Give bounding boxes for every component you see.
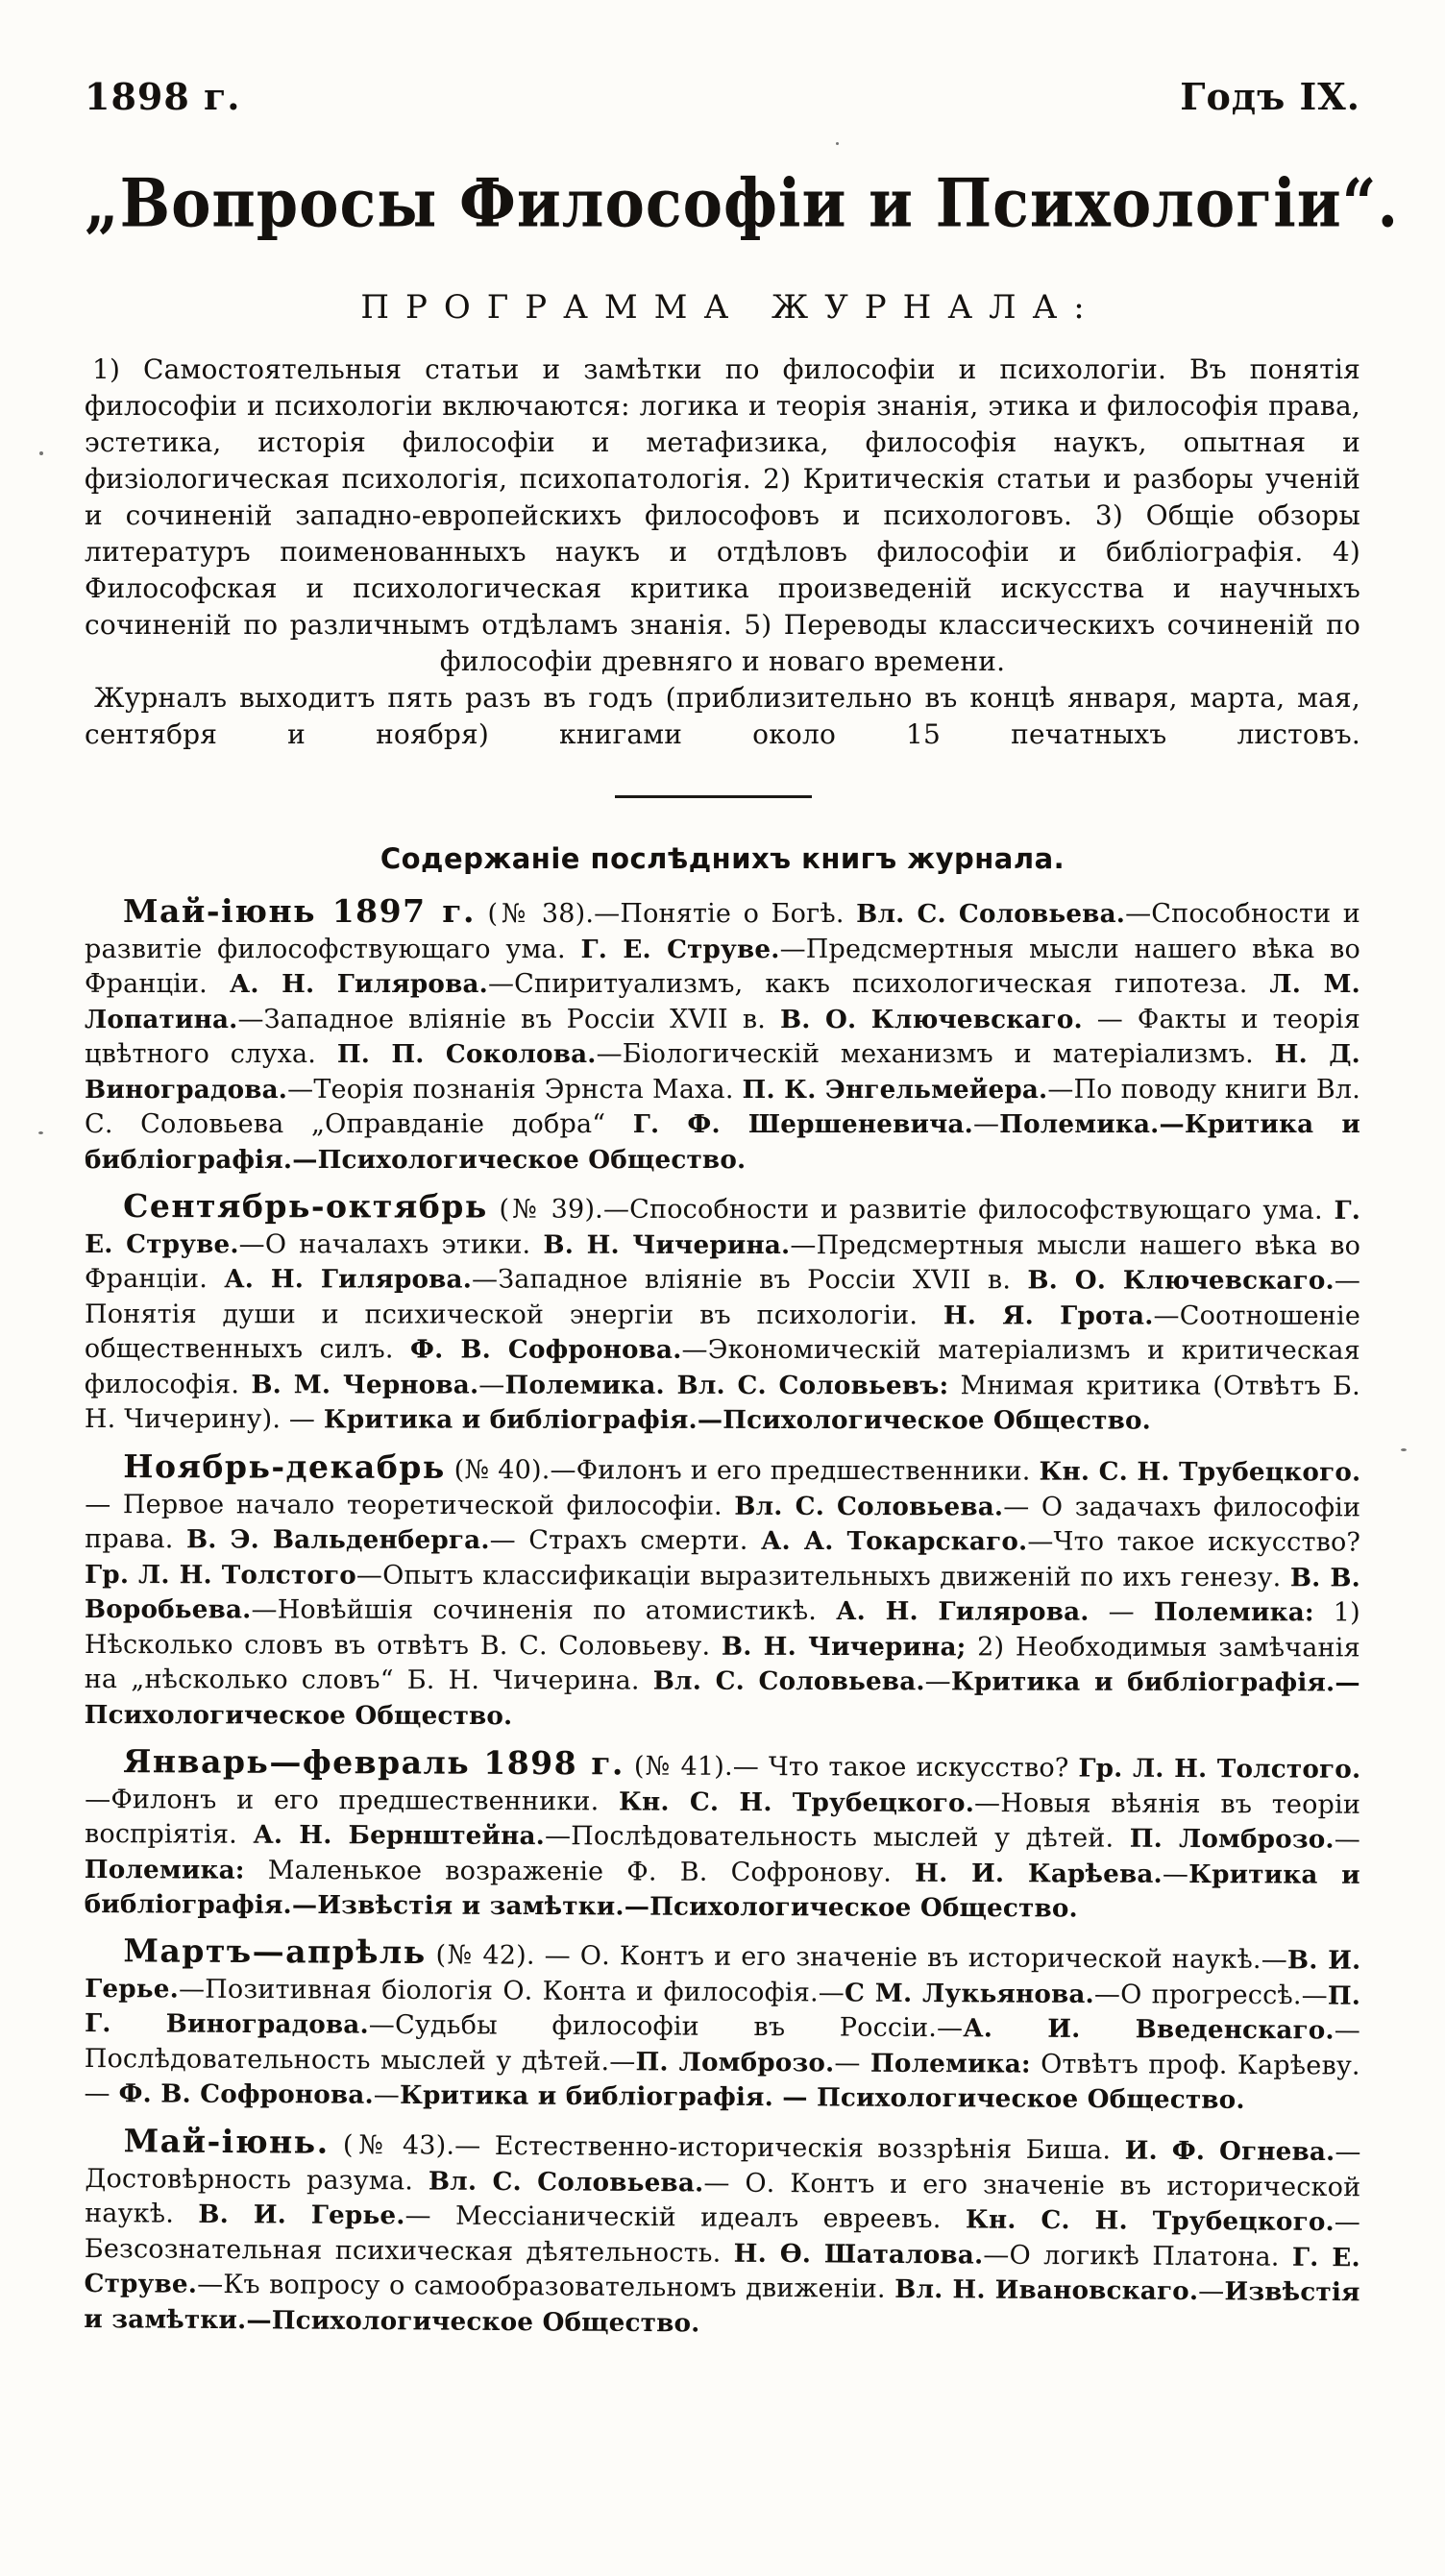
author-name: Н. Д. Виноградова. [85, 1039, 1360, 1105]
author-name: И. Ф. Огнева. [1124, 2135, 1335, 2167]
author-name: Г. Е. Струве. [85, 1195, 1361, 1259]
author-name: Полемика: [869, 2048, 1031, 2079]
entry-text: (№ 38).—Понятіе о Богѣ. [475, 899, 857, 929]
entry-text: — Безсознательная психическая дѣятельность. [84, 2206, 1361, 2268]
issue-entry [85, 1189, 1360, 1439]
program-schedule: Журналъ выходитъ пять разъ въ годъ (приблизительно въ концѣ января, марта, мая, сентября и ноября) книгами около 15 печатныхъ листовъ. [85, 682, 1360, 750]
program-heading: ПРОГРАММА ЖУРНАЛА: [360, 288, 1101, 327]
author-name: Полемика: [84, 1853, 245, 1884]
author-name: А. Н. Гилярова. [224, 1264, 473, 1295]
entry-text: —Экономическій матеріализмъ и критическая философія. [84, 1334, 1360, 1399]
author-name: Критика и библіографія. — Психологическое Общество. [399, 2079, 1245, 2115]
author-name: Н. И. Карѣева. [915, 1857, 1163, 1888]
entry-text: —Понятія души и психической энергіи въ психологіи. [84, 1265, 1361, 1330]
entry-text: —Западное вліяніе въ Россіи XVII в. [472, 1264, 1028, 1296]
issue-entry [84, 2121, 1361, 2345]
author-name: Вл. С. Соловьева. [856, 899, 1126, 929]
author-name: С М. Лукьянова. [844, 1978, 1095, 2009]
entry-text: —Позитивная біологія О. Конта и философія.— [178, 1974, 845, 2008]
author-name: Г. Е. Струве. [580, 934, 780, 964]
entry-text: —Спиритуализмъ, какъ психологическая гипотеза. [487, 969, 1270, 999]
scan-speck [836, 142, 839, 145]
entry-text: — Первое начало теоретической философіи. [85, 1489, 735, 1520]
volume-label: Годъ IX. [1180, 75, 1360, 118]
entry-text: (№ 40).—Филонъ и его предшественники. [445, 1454, 1040, 1487]
entry-text: —Предсмертныя мысли нашего вѣка во Франціи. [85, 934, 1360, 999]
issue-entry [84, 1446, 1361, 1736]
entry-text: Маленькое возраженіе Ф. В. Софронову. [244, 1854, 916, 1887]
issue-label: Май-іюнь 1897 г. [123, 892, 476, 930]
entry-text: —О началахъ этики. [238, 1228, 544, 1260]
entry-text: —Новыя вѣянія въ теоріи воспріятія. [84, 1787, 1361, 1850]
entry-text: — [373, 2079, 401, 2110]
author-name: Г. Е. Струве. [84, 2241, 1360, 2299]
author-name: В. О. Ключевскаго. [1027, 1265, 1335, 1296]
entry-text: — Страхъ смерти. [489, 1524, 762, 1556]
year-label: 1898 г. [85, 75, 241, 118]
issue-entry [84, 1741, 1361, 1928]
scan-speck [39, 451, 43, 455]
author-name: Критика и библіографія.—Психологическое Общество. [323, 1404, 1151, 1436]
entry-text: (№ 41).— Что такое искусство? [624, 1750, 1079, 1784]
entry-text: Мнимая критика (Отвѣтъ Б. Н. Чичерину). — [84, 1370, 1360, 1435]
author-name: Вл. С. Соловьева. [428, 2165, 704, 2198]
entry-text: — [924, 1665, 951, 1696]
author-name: Ф. В. Софронова. [410, 1334, 682, 1365]
entry-text: —О логикѣ Платона. [983, 2239, 1293, 2272]
entry-text: —Способности и развитіе философствующаго ума. [85, 899, 1360, 964]
author-name: А. Н. Гилярова. [229, 969, 488, 999]
author-name: В. Н. Чичерина; [721, 1630, 967, 1662]
author-name: В. Э. Вальденберга. [185, 1523, 490, 1555]
issues-list [85, 894, 1360, 2337]
entry-text: —Судьбы философіи въ Россіи.— [368, 2009, 964, 2044]
author-name: Гр. Л. Н. Толстого. [1078, 1753, 1361, 1785]
author-name: В. И. Герье. [198, 2199, 405, 2230]
author-name: Полемика.—Критика и библіографія.—Психологическое Общество. [85, 1109, 1360, 1175]
author-name: Вл. Н. Ивановскаго. [894, 2273, 1199, 2306]
entry-text: — О. Контъ и его значеніе въ исторической наукѣ. [85, 2167, 1361, 2229]
author-name: Вл. С. Соловьева. [734, 1490, 1004, 1521]
entry-text: — [972, 1109, 1000, 1139]
author-name: Ф. В. Софронова. [118, 2078, 374, 2110]
author-name: В. И. Герье. [85, 1945, 1361, 2005]
entry-text: —По поводу книги Вл. С. Соловьева „Оправданіе добра“ [85, 1074, 1360, 1139]
entry-text: — Факты и теорія цвѣтного слуха. [85, 1004, 1360, 1069]
author-name: Кн. С. Н. Трубецкого. [618, 1786, 975, 1818]
author-name: В. В. Воробьева. [84, 1562, 1361, 1624]
author-name: Гр. Л. Н. Толстого [85, 1559, 356, 1590]
entry-text: —Теорія познанія Эрнста Маха. [287, 1074, 743, 1105]
author-name: Полемика: [1153, 1596, 1314, 1627]
entry-text: —Предсмертныя мысли нашего вѣка во Франціи. [85, 1229, 1361, 1295]
contents-heading: Содержаніе послѣднихъ книгъ журнала. [380, 842, 1065, 875]
entry-text: — [1334, 1824, 1361, 1855]
entry-text: —Западное вліяніе въ Россіи XVII в. [237, 1004, 780, 1034]
entry-text: — Мессіаническій идеалъ евреевъ. [404, 2199, 967, 2234]
masthead-row [85, 75, 1360, 118]
issue-label: Мартъ—апрѣль [123, 1932, 427, 1972]
author-name: Кн. С. Н. Трубецкого. [965, 2203, 1335, 2237]
entry-text: Отвѣтъ проф. Карѣеву.— [84, 2049, 1360, 2109]
author-name: Критика и библіографія.—Извѣстія и замѣтки.—Психологическое Общество. [84, 1859, 1360, 1924]
entry-text: (№ 39).—Способности и развитіе философствующаго ума. [487, 1194, 1335, 1226]
entry-text: —Къ вопросу о самообразовательномъ движеніи. [197, 2269, 895, 2304]
author-name: Вл. С. Соловьева. [652, 1665, 925, 1696]
entry-text: —Соотношеніе общественныхъ силъ. [84, 1300, 1361, 1365]
entry-text: (№ 43).— Естественно-историческія воззрѣнія Биша. [329, 2129, 1125, 2166]
author-name: А. А. Токарскаго. [760, 1525, 1028, 1557]
author-name: Кн. С. Н. Трубецкого. [1039, 1456, 1361, 1487]
author-name: Н. Ѳ. Шаталова. [733, 2237, 984, 2270]
issue-label: Сентябрь-октябрь [123, 1187, 488, 1226]
entry-text: —Біологическій механизмъ и матеріализмъ. [596, 1039, 1275, 1069]
entry-text: (№ 42). — О. Контъ и его значеніе въ исторической наукѣ.— [426, 1940, 1288, 1976]
author-name: Л. М. Лопатина. [85, 969, 1360, 1034]
author-name: Полемика. Вл. С. Соловьевъ: [504, 1370, 949, 1400]
entry-text: —Достовѣрность разума. [85, 2136, 1361, 2196]
entry-text: 2) Необходимыя замѣчанія на „нѣсколько словъ“ Б. Н. Чичерина. [84, 1631, 1360, 1696]
entry-text: — [478, 1370, 505, 1400]
author-name: В. Н. Чичерина. [543, 1229, 791, 1260]
issue-label: Ноябрь-декабрь [123, 1446, 446, 1486]
author-name: Г. Ф. Шершеневича. [632, 1109, 973, 1139]
author-name: А. И. Введенскаго. [963, 2013, 1335, 2046]
entry-text: — [1198, 2275, 1225, 2306]
entry-text: —Что такое искусство? [1027, 1526, 1361, 1557]
entry-text: —Опытъ классификаціи выразительныхъ движеній по ихъ генезу. [355, 1559, 1290, 1592]
issue-entry [85, 894, 1360, 1178]
author-name: А. Н. Бернштейна. [253, 1819, 546, 1851]
author-name: П. Г. Виноградова. [84, 1980, 1361, 2040]
author-name: П. Ломброзо. [1129, 1823, 1335, 1855]
entry-text: — [834, 2047, 871, 2078]
author-name: П. К. Энгельмейера. [742, 1074, 1048, 1105]
journal-title: „Вопросы Философіи и Психологіи“. [85, 163, 1400, 243]
author-name: П. Ломброзо. [635, 2046, 835, 2078]
author-name: В. М. Чернова. [251, 1369, 479, 1400]
issue-entry [84, 1933, 1360, 2119]
issue-label: Январь—февраль 1898 г. [123, 1741, 625, 1782]
author-name: А. Н. Гилярова. [836, 1595, 1090, 1627]
entry-text: —Новѣйшія сочиненія по атомистикѣ. [251, 1593, 837, 1626]
entry-text: — [1089, 1596, 1154, 1627]
program-body: 1) Самостоятельныя статьи и замѣтки по философіи и психологіи. Въ понятія философіи и психологіи включаются: логика и теорія знанія, этика и философія права, эстетика, исторія философіи и метафизика, философія наукъ, опытная и физіологическая психологія, психопатологія. 2) Критическія статьи и разборы ученій и сочиненій западно-европейскихъ философовъ и психологовъ. 3) Общіе обзоры литературъ поименованныхъ наукъ и отдѣловъ философіи и библіографія. 4) Философская и психологическая критика произведеній искусства и научныхъ сочиненій по различнымъ отдѣламъ знанія. 5) Переводы классическихъ сочиненій по философіи древняго и новаго времени. [85, 353, 1360, 677]
author-name: Н. Я. Грота. [943, 1300, 1154, 1331]
entry-text: —Филонъ и его предшественники. [85, 1784, 620, 1816]
entry-text: 1) Нѣсколько словъ въ отвѣтъ В. С. Соловьеву. [84, 1596, 1360, 1661]
section-divider [615, 795, 812, 798]
author-name: Критика и библіографія.—Психологическое Общество. [84, 1665, 1360, 1731]
entry-text: — О задачахъ философіи права. [85, 1491, 1361, 1554]
scan-speck [1401, 1448, 1407, 1451]
issue-label: Май-іюнь. [123, 2121, 330, 2161]
entry-text: — [1162, 1858, 1189, 1889]
author-name: П. П. Соколова. [336, 1039, 597, 1069]
author-name: В. О. Ключевскаго. [779, 1004, 1083, 1034]
entry-text: — Послѣдовательность мыслей у дѣтей.— [84, 2015, 1361, 2077]
entry-text: —Послѣдовательность мыслей у дѣтей. [544, 1820, 1130, 1854]
entry-text: —О прогрессѣ.— [1093, 1979, 1329, 2010]
scan-speck [38, 1131, 43, 1134]
author-name: Извѣстія и замѣтки.—Психологическое Общество. [84, 2275, 1360, 2338]
